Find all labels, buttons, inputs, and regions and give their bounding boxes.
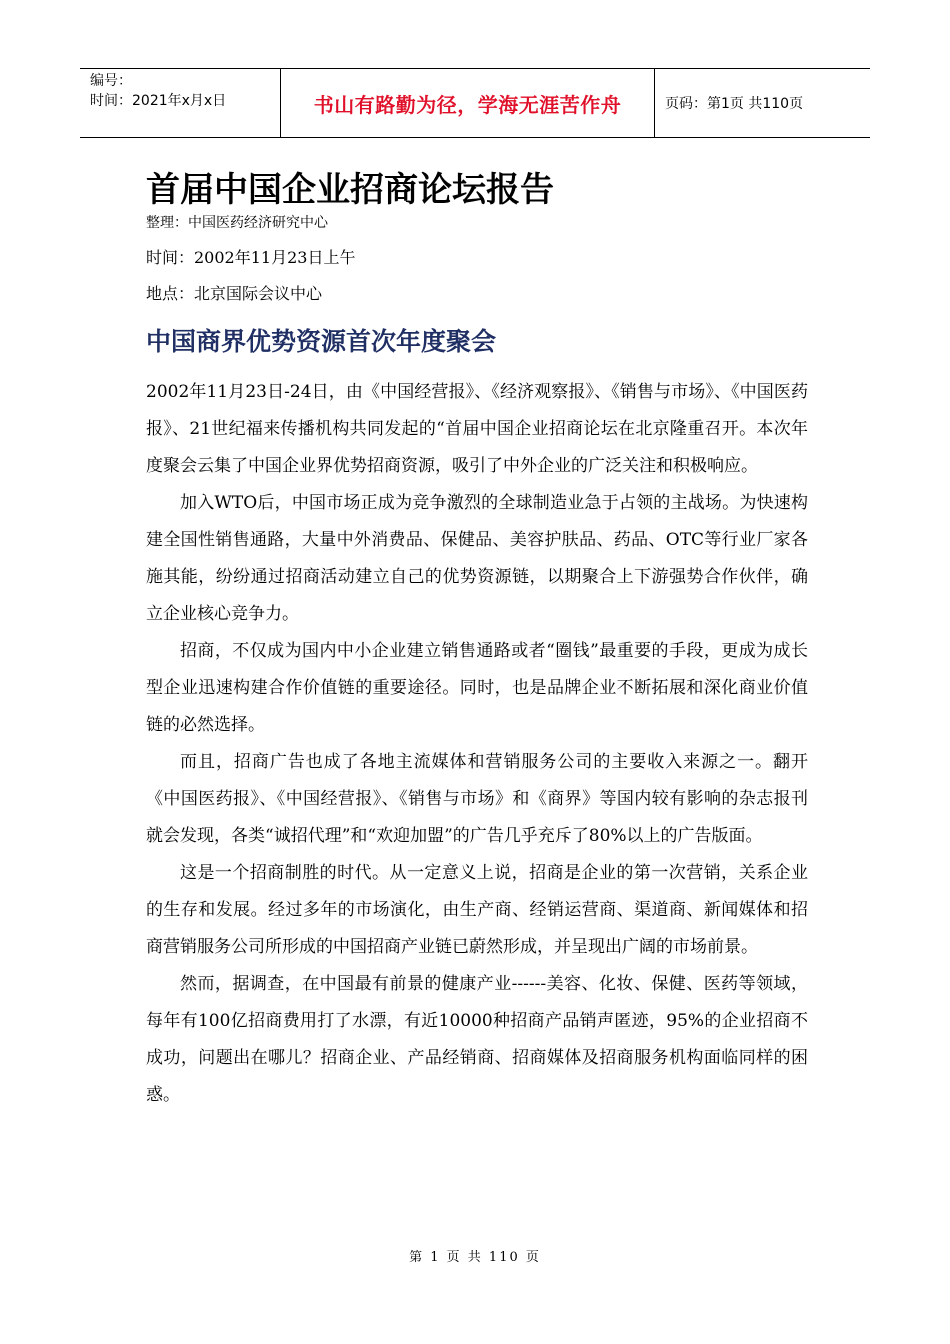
section-subtitle: 中国商界优势资源首次年度聚会 xyxy=(146,327,497,356)
header-left-cell xyxy=(80,69,280,137)
header-motto: 书山有路勤为径，学海无涯苦作舟 xyxy=(313,92,622,117)
document-body xyxy=(146,374,808,1114)
document-title: 首届中国企业招商论坛报告 xyxy=(146,170,554,210)
document-compiler: 整理：中国医药经济研究中心 xyxy=(146,215,328,231)
document-number-label: 编号： xyxy=(90,73,132,89)
body-paragraph-5: 这是一个招商制胜的时代。从一定意义上说，招商是企业的第一次营销，关系企业的生存和发展。经过多年的市场演化，由生产商、经销运营商、渠道商、新闻媒体和招商营销服务公司所形成的中国招商产业链已蔚然形成，并呈现出广阔的市场前景。 xyxy=(146,863,808,957)
body-paragraph-3: 招商，不仅成为国内中小企业建立销售通路或者“圈钱”最重要的手段，更成为成长型企业迅速构建合作价值链的重要途径。同时，也是品牌企业不断拓展和深化商业价值链的必然选择。 xyxy=(146,641,808,735)
document-date-label: 时间：2021年x月x日 xyxy=(90,93,227,109)
body-paragraph-2: 加入WTO后，中国市场正成为竞争激烈的全球制造业急于占领的主战场。为快速构建全国性销售通路，大量中外消费品、保健品、美容护肤品、药品、OTC等行业厂家各施其能，纷纷通过招商活动建立自己的优势资源链，以期聚合上下游强势合作伙伴，确立企业核心竞争力。 xyxy=(146,493,808,624)
body-paragraph-4: 而且，招商广告也成了各地主流媒体和营销服务公司的主要收入来源之一。翻开《中国医药报》、《中国经营报》、《销售与市场》和《商界》等国内较有影响的杂志报刊就会发现，各类“诚招代理”和“欢迎加盟”的广告几乎充斥了80%以上的广告版面。 xyxy=(146,752,808,846)
body-paragraph-6: 然而，据调查，在中国最有前景的健康产业------美容、化妆、保健、医药等领域，每年有100亿招商费用打了水漂，有近10000种招商产品销声匿迹，95%的企业招商不成功，问题出在哪儿？招商企业、产品经销商、招商媒体及招商服务机构面临同样的困惑。 xyxy=(146,974,808,1105)
page-footer: 第 1 页 共 110 页 xyxy=(409,1250,541,1265)
body-paragraph-1: 2002年11月23日-24日，由《中国经营报》、《经济观察报》、《销售与市场》、《中国医药报》、21世纪福来传播机构共同发起的“首届中国企业招商论坛在北京隆重召开。本次年度聚会云集了中国企业界优势招商资源，吸引了中外企业的广泛关注和积极响应。 xyxy=(146,382,808,476)
header-page-cell xyxy=(655,69,870,137)
header-motto-cell xyxy=(280,69,655,137)
page-header xyxy=(80,68,870,138)
header-page-info: 页码：第1页 共110页 xyxy=(665,96,804,112)
document-time: 时间：2002年11月23日上午 xyxy=(146,248,356,267)
document-place: 地点：北京国际会议中心 xyxy=(146,284,323,303)
